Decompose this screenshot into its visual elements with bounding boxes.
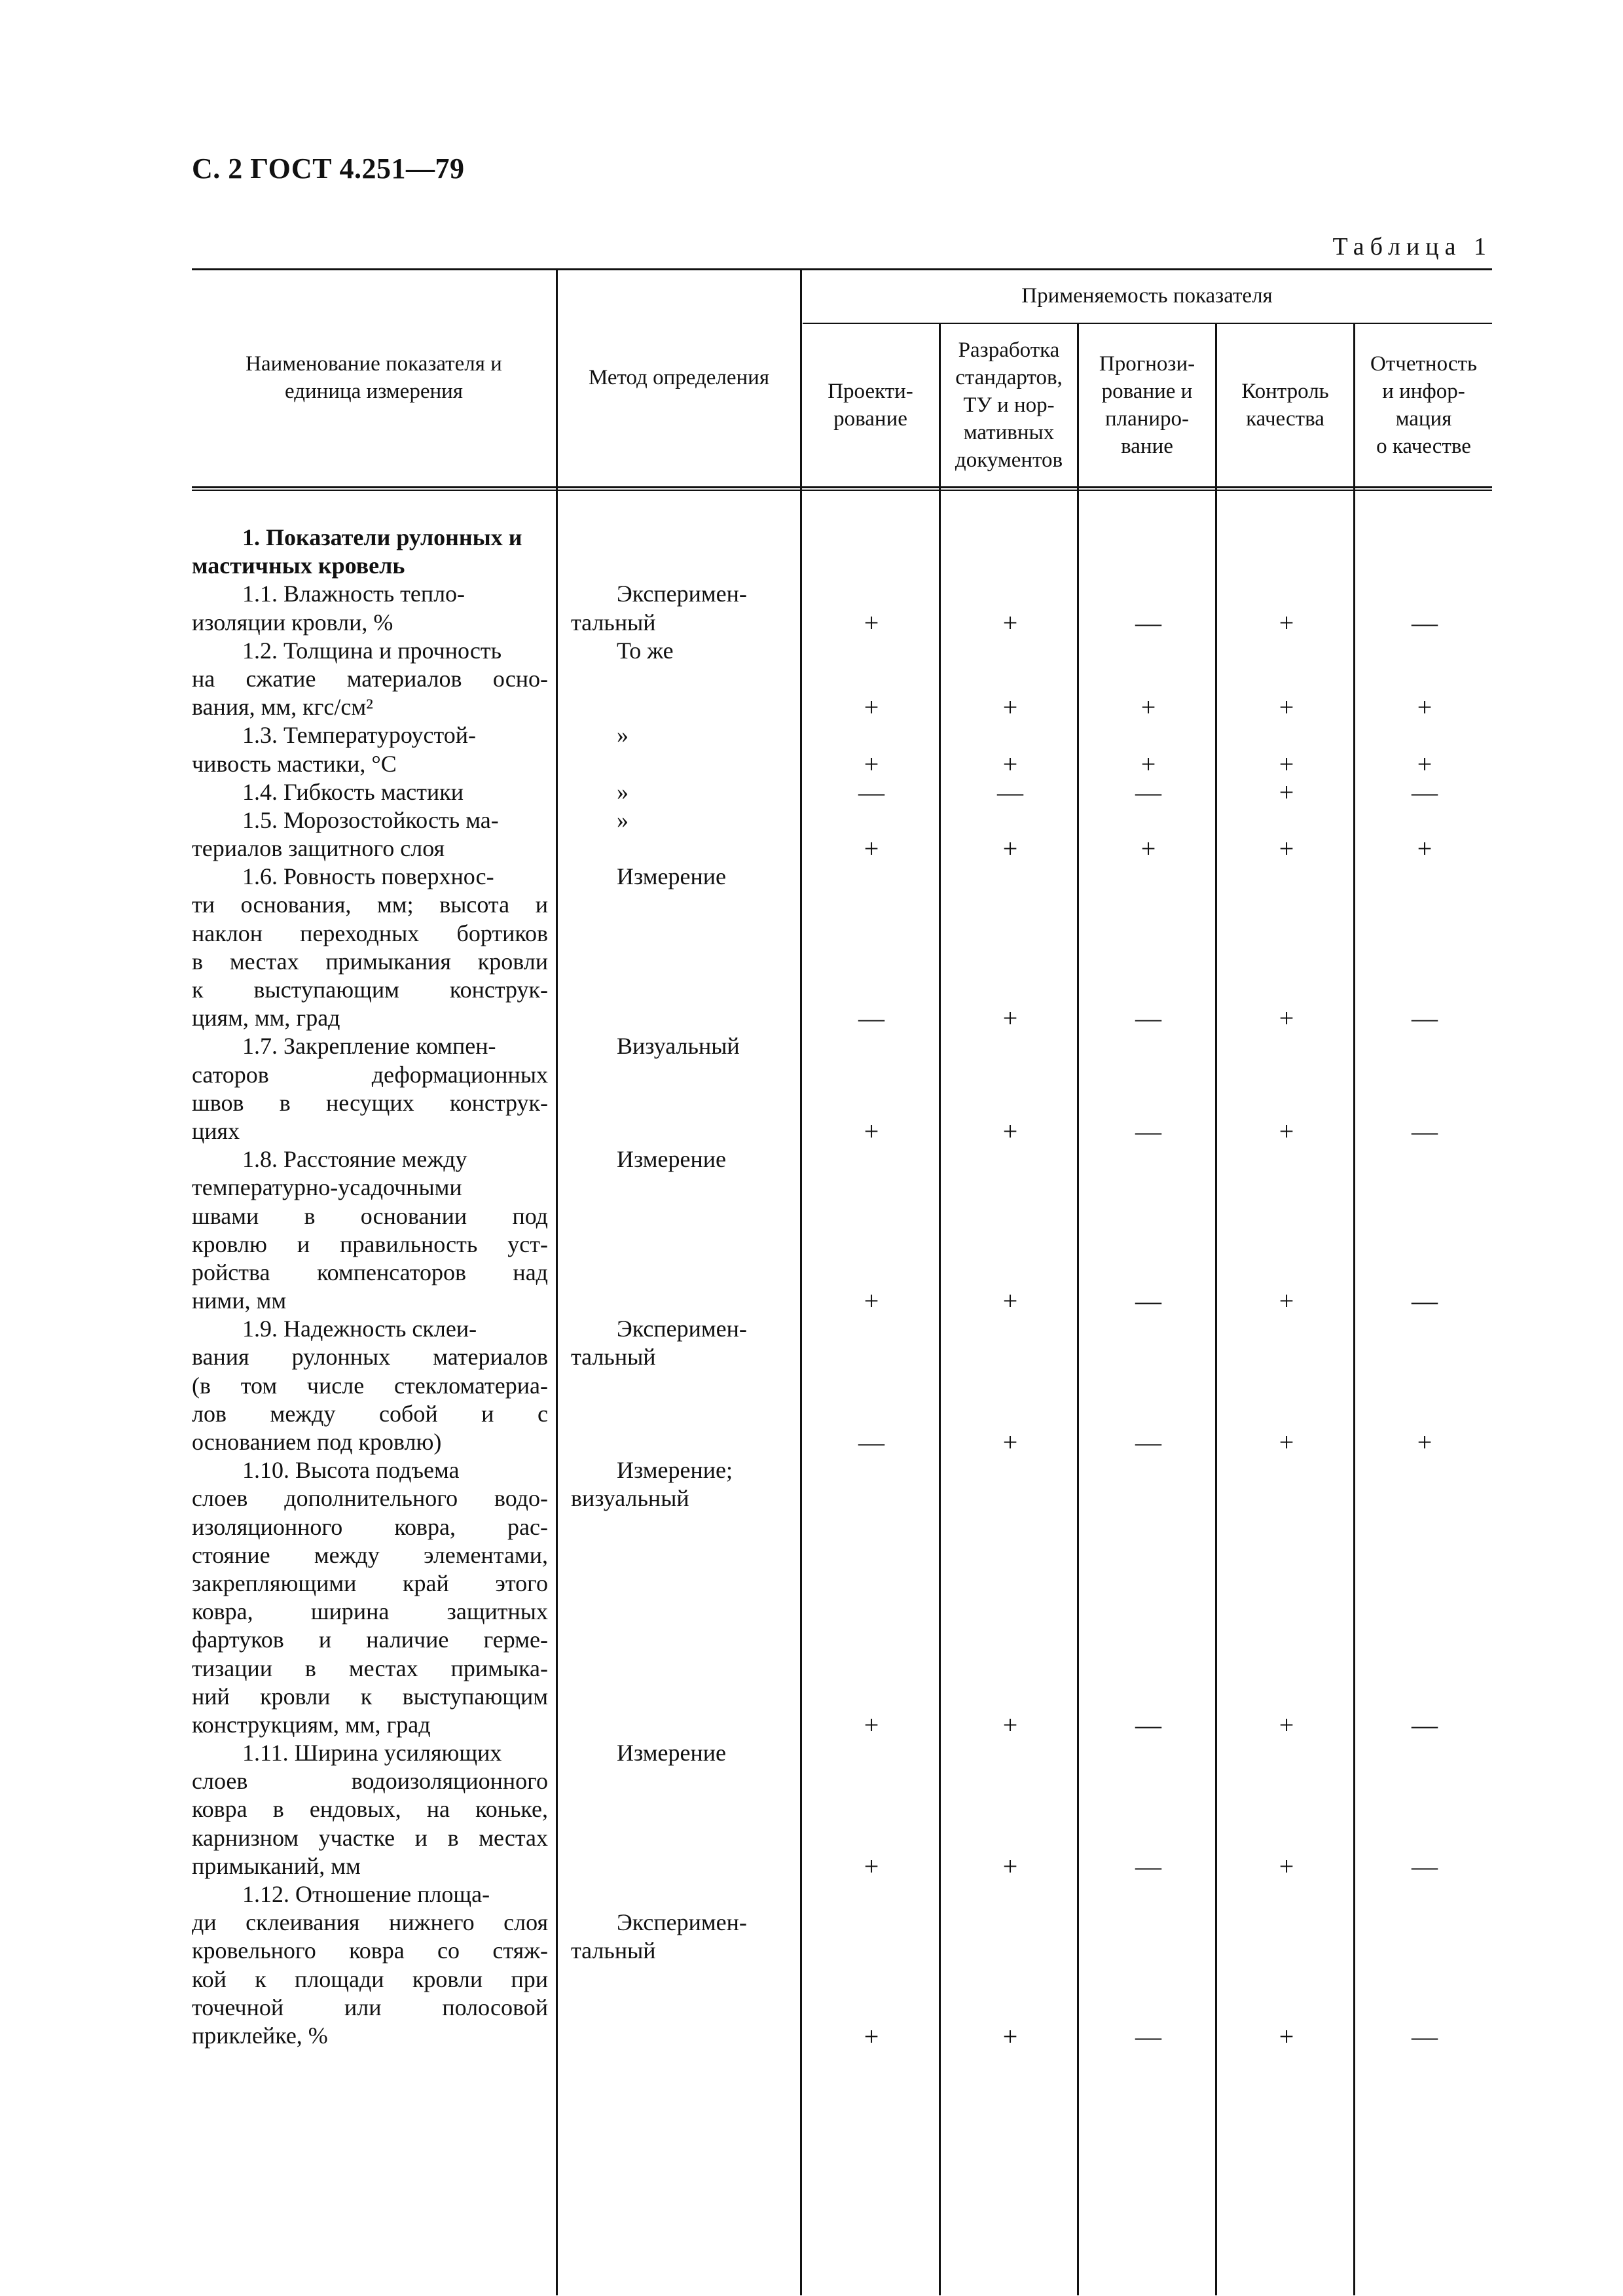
mark-forecasting: — bbox=[1135, 607, 1161, 637]
mark-quality-control: + bbox=[1279, 1286, 1294, 1316]
header-applicability: Применяемость показателя bbox=[1021, 283, 1273, 308]
mark-forecasting: — bbox=[1135, 1003, 1161, 1033]
indicator-name-line: 1.2. Толщина и прочность bbox=[242, 637, 501, 664]
mark-reporting: — bbox=[1412, 2021, 1438, 2051]
mark-quality-control: + bbox=[1279, 749, 1294, 779]
indicator-name-line: приклейке, % bbox=[192, 2022, 328, 2049]
indicator-name-line: 1.10. Высота подъема bbox=[242, 1457, 460, 1484]
method-line bbox=[571, 750, 780, 778]
method-line bbox=[571, 665, 780, 693]
indicator-name-line: точечной или полосовой bbox=[192, 1994, 548, 2020]
mark-quality-control: + bbox=[1279, 777, 1294, 807]
method-line: Эксперимен- bbox=[617, 1909, 747, 1936]
indicator-name-line: 1.5. Морозостойкость ма- bbox=[242, 806, 499, 833]
mark-design: + bbox=[864, 1852, 879, 1882]
method-line bbox=[571, 1089, 780, 1117]
mark-forecasting: — bbox=[1135, 1427, 1161, 1458]
mark-standards: + bbox=[1002, 1117, 1018, 1147]
indicator-name-line: ковра в ендовых, на коньке, bbox=[192, 1796, 548, 1823]
method-line bbox=[571, 2022, 780, 2050]
mark-reporting: — bbox=[1412, 1003, 1438, 1033]
mark-reporting: + bbox=[1417, 749, 1432, 779]
table-label: Таблица 1 bbox=[1332, 233, 1492, 260]
method-line bbox=[571, 1711, 780, 1739]
mark-reporting: — bbox=[1412, 777, 1438, 807]
mark-quality-control: + bbox=[1279, 607, 1294, 637]
method-line bbox=[571, 1287, 780, 1315]
mark-quality-control: + bbox=[1279, 1710, 1294, 1740]
mark-quality-control: + bbox=[1279, 1117, 1294, 1147]
method-line bbox=[571, 1174, 780, 1202]
method-line bbox=[571, 1541, 780, 1570]
method-line bbox=[571, 1372, 780, 1400]
method-line bbox=[571, 948, 780, 976]
method-line bbox=[571, 1795, 780, 1823]
indicator-name-line: 1.6. Ровность поверхнос- bbox=[242, 863, 494, 890]
method-line: Эксперимен- bbox=[617, 1316, 747, 1342]
method-line bbox=[571, 693, 780, 721]
method-line: Визуальный bbox=[617, 1033, 740, 1060]
method-line bbox=[571, 1570, 780, 1598]
method-line bbox=[571, 920, 780, 948]
method-line: тальный bbox=[571, 1937, 656, 1964]
method-line bbox=[571, 1400, 780, 1428]
indicator-name-line: 1.8. Расстояние между bbox=[242, 1146, 467, 1173]
method-line bbox=[571, 1513, 780, 1541]
mark-forecasting: + bbox=[1140, 834, 1156, 864]
method-line: » bbox=[617, 722, 629, 749]
mark-design: — bbox=[858, 1003, 884, 1033]
method-line bbox=[571, 976, 780, 1004]
mark-quality-control: + bbox=[1279, 1003, 1294, 1033]
indicator-name-line: кровлю и правильность уст- bbox=[192, 1230, 548, 1257]
indicator-name-column bbox=[192, 524, 548, 2050]
method-line bbox=[571, 1428, 780, 1456]
method-line: Измерение bbox=[617, 863, 726, 890]
mark-design: — bbox=[858, 777, 884, 807]
header-col-quality-control: Контроль качества bbox=[1241, 380, 1329, 431]
indicator-name-line: температурно-усадочными bbox=[192, 1174, 462, 1201]
indicator-name-line: саторов деформационных bbox=[192, 1061, 548, 1088]
method-line: тальный bbox=[571, 1344, 656, 1371]
mark-standards: — bbox=[997, 777, 1023, 807]
method-line bbox=[571, 1880, 780, 1909]
indicator-name-line: 1.4. Гибкость мастики bbox=[242, 778, 464, 805]
indicator-name-line: вания, мм, кгс/см² bbox=[192, 694, 373, 721]
indicator-name-line: вания рулонных материалов bbox=[192, 1344, 548, 1371]
method-line bbox=[571, 1965, 780, 1994]
method-line: » bbox=[617, 806, 629, 833]
mark-design: + bbox=[864, 1710, 879, 1740]
indicator-name-line: швов в несущих конструк- bbox=[192, 1089, 548, 1116]
mark-forecasting: — bbox=[1135, 1710, 1161, 1740]
mark-forecasting: — bbox=[1135, 1286, 1161, 1316]
method-line bbox=[571, 1626, 780, 1654]
indicator-name-line: слоев дополнительного водо- bbox=[192, 1485, 548, 1512]
method-line: Измерение bbox=[617, 1740, 726, 1767]
header-col-reporting: Отчетность и инфор- мация о качестве bbox=[1370, 352, 1478, 458]
indicator-name-line: 1.3. Температуроустой- bbox=[242, 722, 477, 749]
indicator-name-line: чивость мастики, °С bbox=[192, 750, 397, 777]
mark-standards: + bbox=[1002, 1710, 1018, 1740]
mark-forecasting: — bbox=[1135, 2021, 1161, 2051]
mark-standards: + bbox=[1002, 1003, 1018, 1033]
method-column bbox=[571, 524, 780, 2050]
indicator-name-line: ди склеивания нижнего слоя bbox=[192, 1909, 548, 1936]
mark-design: — bbox=[858, 1427, 884, 1458]
indicator-name-line: ройства компенсаторов над bbox=[192, 1259, 548, 1285]
indicator-name-line: ковра, ширина защитных bbox=[192, 1598, 548, 1625]
mark-standards: + bbox=[1002, 1427, 1018, 1458]
indicator-name-line: 1.1. Влажность тепло- bbox=[242, 581, 465, 607]
mark-standards: + bbox=[1002, 834, 1018, 864]
indicator-name-line: ти основания, мм; высота и bbox=[192, 891, 548, 918]
indicator-name-line: карнизном участке и в местах bbox=[192, 1824, 548, 1851]
header-col-forecasting: Прогнози- рование и планиро- вание bbox=[1099, 352, 1195, 458]
method-line: визуальный bbox=[571, 1485, 689, 1512]
indicator-name-line: циям, мм, град bbox=[192, 1005, 340, 1031]
indicator-name-line: (в том числе стекломатериа- bbox=[192, 1372, 548, 1399]
mark-reporting: — bbox=[1412, 1852, 1438, 1882]
indicator-name-line: основанием под кровлю) bbox=[192, 1429, 442, 1455]
indicator-name-line: слоев водоизоляционного bbox=[192, 1768, 548, 1795]
mark-reporting: — bbox=[1412, 1117, 1438, 1147]
mark-design: + bbox=[864, 2021, 879, 2051]
method-line: Измерение; bbox=[617, 1457, 733, 1484]
indicator-name-line: кровельного ковра со стяж- bbox=[192, 1937, 548, 1964]
method-line bbox=[571, 1852, 780, 1880]
indicator-name-line: швами в основании под bbox=[192, 1202, 548, 1229]
method-line bbox=[571, 834, 780, 863]
method-line bbox=[571, 1655, 780, 1683]
page-header: С. 2 ГОСТ 4.251—79 bbox=[192, 152, 465, 185]
mark-quality-control: + bbox=[1279, 692, 1294, 723]
indicator-name-line: ний кровли к выступающим bbox=[192, 1683, 548, 1710]
indicator-name-line: примыканий, мм bbox=[192, 1852, 361, 1879]
method-line bbox=[571, 1824, 780, 1852]
indicator-name-line: закрепляющими край этого bbox=[192, 1570, 548, 1596]
mark-design: + bbox=[864, 834, 879, 864]
mark-forecasting: + bbox=[1140, 692, 1156, 723]
mark-forecasting: — bbox=[1135, 1117, 1161, 1147]
method-line bbox=[571, 1259, 780, 1287]
method-line bbox=[571, 1230, 780, 1259]
method-line bbox=[571, 1598, 780, 1626]
indicator-name-line: 1.9. Надежность склеи- bbox=[242, 1316, 477, 1342]
mark-design: + bbox=[864, 1286, 879, 1316]
indicator-name-line: териалов защитного слоя bbox=[192, 835, 445, 862]
indicator-name-line: к выступающим конструк- bbox=[192, 977, 548, 1003]
mark-standards: + bbox=[1002, 749, 1018, 779]
mark-standards: + bbox=[1002, 1852, 1018, 1882]
mark-reporting: + bbox=[1417, 1427, 1432, 1458]
mark-quality-control: + bbox=[1279, 2021, 1294, 2051]
indicator-name-line: на сжатие материалов осно- bbox=[192, 665, 548, 692]
mark-standards: + bbox=[1002, 1286, 1018, 1316]
mark-reporting: — bbox=[1412, 1286, 1438, 1316]
indicator-name-line: стояние между элементами, bbox=[192, 1541, 548, 1568]
mark-design: + bbox=[864, 749, 879, 779]
indicator-name-line: 1.7. Закрепление компен- bbox=[242, 1033, 496, 1060]
method-line bbox=[571, 1117, 780, 1145]
method-line bbox=[571, 1683, 780, 1711]
method-line bbox=[571, 1004, 780, 1032]
indicator-name-line: тизации в местах примыка- bbox=[192, 1655, 548, 1681]
method-line: » bbox=[617, 778, 629, 805]
mark-quality-control: + bbox=[1279, 1852, 1294, 1882]
section-title-line: 1. Показатели рулонных и bbox=[242, 524, 522, 550]
indicator-name-line: циях bbox=[192, 1117, 240, 1144]
method-line bbox=[571, 1767, 780, 1795]
method-line bbox=[571, 891, 780, 919]
body-divider-1 bbox=[556, 491, 558, 2295]
header-name: Наименование показателя и единица измерения bbox=[246, 351, 502, 403]
mark-forecasting: — bbox=[1135, 777, 1161, 807]
section-title-line: мастичных кровель bbox=[192, 552, 405, 579]
mark-quality-control: + bbox=[1279, 1427, 1294, 1458]
mark-standards: + bbox=[1002, 2021, 1018, 2051]
indicator-name-line: наклон переходных бортиков bbox=[192, 920, 548, 946]
mark-standards: + bbox=[1002, 692, 1018, 723]
mark-design: + bbox=[864, 1117, 879, 1147]
header-col-design: Проекти- рование bbox=[828, 380, 913, 431]
header-method: Метод определения bbox=[588, 365, 770, 389]
indicator-name-line: изоляции кровли, % bbox=[192, 609, 393, 636]
indicator-name-line: 1.11. Ширина усиляющих bbox=[242, 1740, 502, 1767]
header-bottom-rule bbox=[192, 486, 1492, 491]
method-line bbox=[571, 1994, 780, 2022]
mark-forecasting: + bbox=[1140, 749, 1156, 779]
method-line: Эксперимен- bbox=[617, 581, 747, 607]
mark-forecasting: — bbox=[1135, 1852, 1161, 1882]
indicator-name-line: конструкциям, мм, град bbox=[192, 1711, 431, 1738]
header-col-standards: Разработка стандартов, ТУ и нор- мативных документов bbox=[955, 338, 1063, 472]
mark-reporting: — bbox=[1412, 607, 1438, 637]
indicator-name-line: в местах примыкания кровли bbox=[192, 948, 548, 975]
mark-design: + bbox=[864, 607, 879, 637]
mark-reporting: + bbox=[1417, 834, 1432, 864]
method-line: То же bbox=[617, 637, 674, 664]
mark-quality-control: + bbox=[1279, 834, 1294, 864]
indicator-name-line: 1.12. Отношение площа- bbox=[242, 1881, 490, 1907]
mark-reporting: + bbox=[1417, 692, 1432, 723]
indicator-name-line: ними, мм bbox=[192, 1287, 287, 1314]
indicator-name-line: кой к площади кровли при bbox=[192, 1965, 548, 1992]
mark-reporting: — bbox=[1412, 1710, 1438, 1740]
method-line: тальный bbox=[571, 609, 656, 636]
method-line: Измерение bbox=[617, 1146, 726, 1173]
method-line bbox=[571, 1061, 780, 1089]
indicator-name-line: лов между собой и с bbox=[192, 1400, 548, 1427]
mark-standards: + bbox=[1002, 607, 1018, 637]
method-line bbox=[571, 1202, 780, 1230]
indicator-name-line: изоляционного ковра, рас- bbox=[192, 1513, 548, 1540]
mark-design: + bbox=[864, 692, 879, 723]
indicator-name-line: фартуков и наличие герме- bbox=[192, 1626, 548, 1653]
